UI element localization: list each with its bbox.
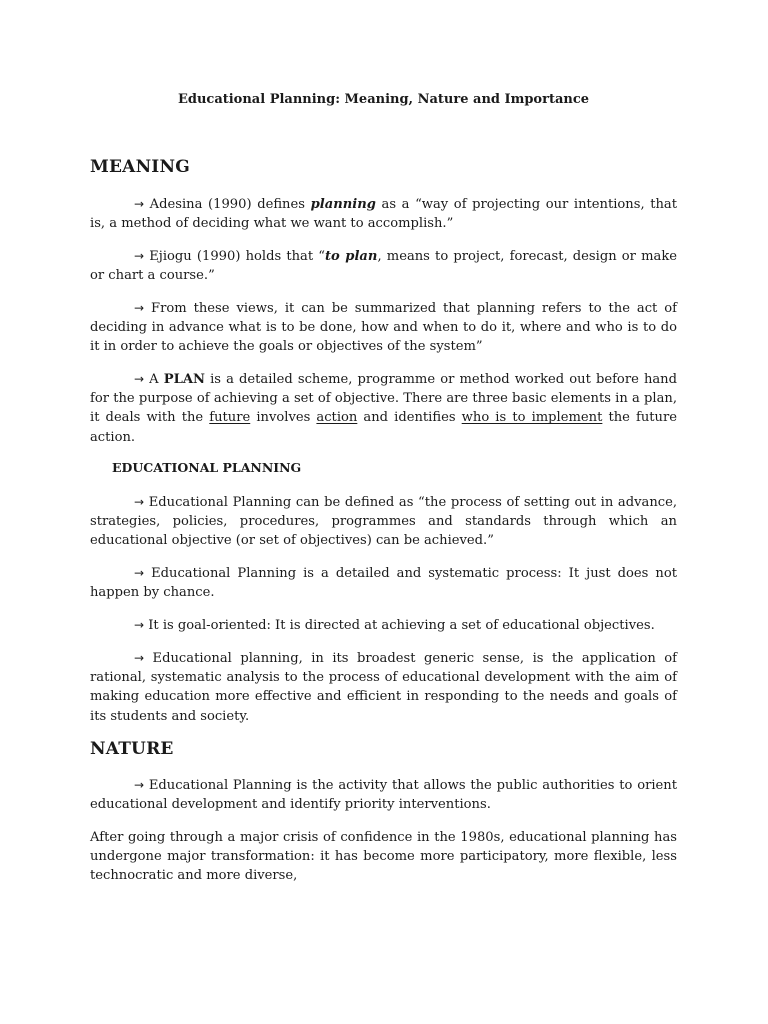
arrow-icon: →: [134, 372, 145, 386]
arrow-icon: →: [134, 301, 145, 315]
edu-planning-paragraph-2: → Educational Planning is a detailed and systematic process: It just does not happen by chance.: [90, 566, 677, 601]
heading-meaning: MEANING: [90, 157, 190, 177]
meaning-paragraph-4: → A PLAN is a detailed scheme, programme or method worked out before hand for the purpose of achieving a set of objective. There are three basic elements in a plan, it deals with the future involves action and identifies who is to implement the future action.: [90, 372, 678, 445]
heading-nature: NATURE: [90, 739, 174, 759]
underlined-action: action: [316, 410, 358, 426]
document-title: Educational Planning: Meaning, Nature and Importance: [177, 92, 590, 107]
nature-paragraph-2: After going through a major crisis of confidence in the 1980s, educational planning has undergone major transformation: it has become more participatory, more flexible, less technocratic and more diverse,: [90, 830, 677, 884]
arrow-icon: →: [134, 778, 145, 792]
edu-planning-paragraph-1: → Educational Planning can be defined as “the process of setting out in advance, strategies, policies, procedures, programmes and standards through which an educational objective (or set of objectives) can be achieved.”: [90, 495, 677, 549]
heading-educational-planning: EDUCATIONAL PLANNING: [112, 460, 302, 475]
term-plan: PLAN: [163, 372, 205, 387]
meaning-paragraph-1: → Adesina (1990) defines planning as a “way of projecting our intentions, that is, a method of deciding what we want to accomplish.”: [90, 197, 677, 232]
arrow-icon: →: [134, 495, 145, 509]
term-to-plan: to plan: [324, 249, 378, 264]
arrow-icon: →: [134, 197, 145, 211]
meaning-paragraph-3: → From these views, it can be summarized that planning refers to the act of deciding in advance what is to be done, how and when to do it, where and who is to do it in order to achieve the goals or objectives of the system”: [90, 301, 677, 355]
underlined-who-is-to-implement: who is to implement: [461, 410, 603, 426]
nature-paragraph-1: → Educational Planning is the activity that allows the public authorities to orient educational development and identify priority interventions.: [90, 778, 677, 813]
edu-planning-paragraph-4: → Educational planning, in its broadest generic sense, is the application of rational, systematic analysis to the process of educational development with the aim of making education more effective and efficient in responding to the needs and goals of its students and society.: [90, 651, 677, 724]
edu-planning-paragraph-3: → It is goal-oriented: It is directed at achieving a set of educational objectives.: [134, 618, 655, 633]
arrow-icon: →: [134, 566, 145, 580]
arrow-icon: →: [134, 249, 145, 263]
underlined-future: future: [209, 410, 251, 426]
term-planning: planning: [310, 197, 376, 212]
arrow-icon: →: [134, 618, 145, 632]
meaning-paragraph-2: → Ejiogu (1990) holds that “to plan, means to project, forecast, design or make or chart a course.”: [90, 249, 678, 284]
arrow-icon: →: [134, 651, 145, 665]
